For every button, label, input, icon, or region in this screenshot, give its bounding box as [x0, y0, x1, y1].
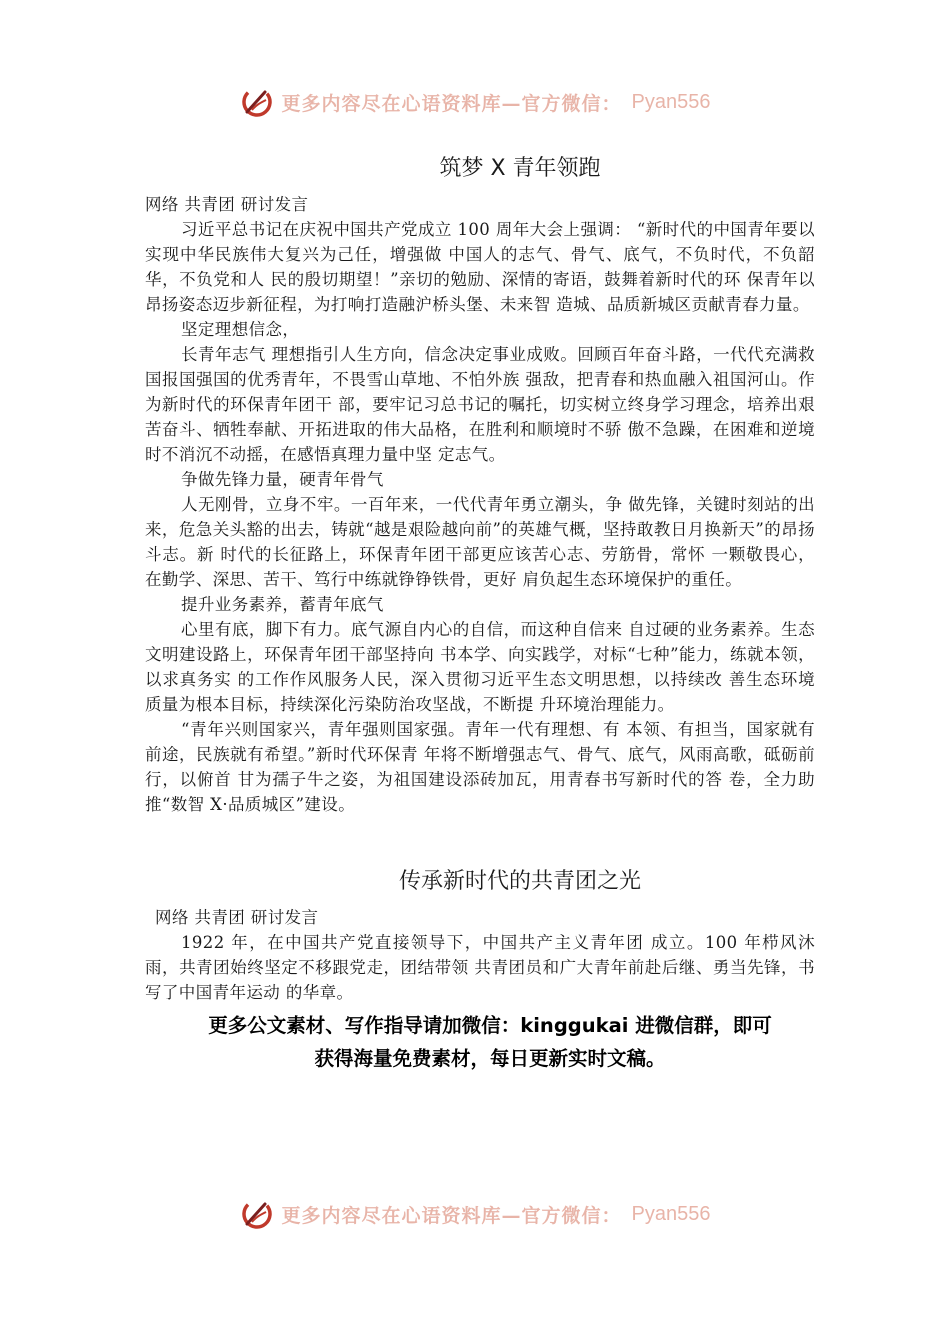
- header-banner: [0, 82, 950, 122]
- promo-line-1: 更多公文素材、写作指导请加微信：kinggukai 进微信群，即可: [208, 1014, 772, 1037]
- article-1-paragraph: 心里有底，脚下有力。底气源自内心的自信，而这种自信来 自过硬的业务素养。生态文明建设路上，环保青年团干部坚持向 书本学、向实践学，对标“七种”能力，练就本领，以求真务实 的工作作风服务人民，深入贯彻习近平生态文明思想，以持续改 善生态环境质量为根本目标，持续深化污染防治攻坚战，不断提 升环境治理能力。: [145, 620, 815, 714]
- article-1-paragraph: 长青年志气 理想指引人生方向，信念决定事业成败。回顾百年奋斗路，一代代充满救国报国强国的优秀青年，不畏雪山草地、不怕外族 强敌，把青春和热血融入祖国河山。作为新时代的环保青年团干 部，要牢记习总书记的嘱托，切实树立终身学习理念，培养出艰 苦奋斗、牺牲奉献、开拓进取的伟大品格，在胜利和顺境时不骄 傲不急躁，在困难和逆境时不消沉不动摇，在感悟真理力量中坚 定志气。: [145, 345, 815, 464]
- article-1-paragraph: 人无刚骨，立身不牢。一百年来，一代代青年勇立潮头，争 做先锋，关键时刻站的出来，危急关头豁的出去，铸就“越是艰险越向前”的英雄气概，坚持敢教日月换新天”的昂扬斗志。新 时代的长征路上，环保青年团干部更应该苦心志、劳筋骨，常怀 一颗敬畏心，在勤学、深思、苦干、笃行中练就铮铮铁骨，更好 肩负起生态环境保护的重任。: [145, 495, 815, 589]
- article-2-paragraph: 1922 年，在中国共产党直接领导下，中国共产主义青年团 成立。100 年栉风沐雨，共青团始终坚定不移跟党走，团结带领 共青团员和广大青年前赴后继、勇当先锋，书写了中国青年运动 的华章。: [145, 933, 815, 1002]
- footer-banner: [0, 1194, 950, 1234]
- banner-wechat-id: Pyan556: [631, 90, 711, 113]
- article-1-subheading: 坚定理想信念，: [181, 320, 300, 339]
- promo-notice: [145, 1009, 815, 1075]
- article-2-meta: 网络 共青团 研讨发言: [155, 908, 319, 927]
- banner-text: 更多内容尽在心语资料库—官方微信：: [281, 92, 622, 115]
- article-1-title: 筑梦 X 青年领跑: [439, 156, 601, 181]
- banner-wechat-id: Pyan556: [631, 1202, 711, 1225]
- promo-line-2: 获得海量免费素材，每日更新实时文稿。: [314, 1047, 666, 1070]
- article-1-subheading: 提升业务素养，蓄青年底气: [181, 595, 384, 614]
- article-2-title: 传承新时代的共青团之光: [398, 869, 641, 894]
- document-body: [145, 150, 815, 1075]
- brush-logo-icon: [240, 85, 274, 119]
- article-1-subheading: 争做先锋力量，硬青年骨气: [181, 470, 384, 489]
- article-1-paragraph: 习近平总书记在庆祝中国共产党成立 100 周年大会上强调： “新时代的中国青年要以实现中华民族伟大复兴为己任，增强做 中国人的志气、骨气、底气，不负时代，不负韶华，不负党和人 民的殷切期望！”亲切的勉励、深情的寄语，鼓舞着新时代的环 保青年以昂扬姿态迈步新征程，为打响打造融沪桥头堡、未来智 造城、品质新城区贡献青春力量。: [145, 220, 815, 314]
- article-1-meta: 网络 共青团 研讨发言: [145, 195, 309, 214]
- article-1-paragraph: “青年兴则国家兴，青年强则国家强。青年一代有理想、有 本领、有担当，国家就有前途，民族就有希望。”新时代环保青 年将不断增强志气、骨气、底气，风雨高歌，砥砺前行，以俯首 甘为孺子牛之姿，为祖国建设添砖加瓦，用青春书写新时代的答 卷，全力助推“数智 X·品质城区”建设。: [145, 720, 815, 814]
- banner-text: 更多内容尽在心语资料库—官方微信：: [281, 1204, 622, 1227]
- brush-logo-icon: [240, 1197, 274, 1231]
